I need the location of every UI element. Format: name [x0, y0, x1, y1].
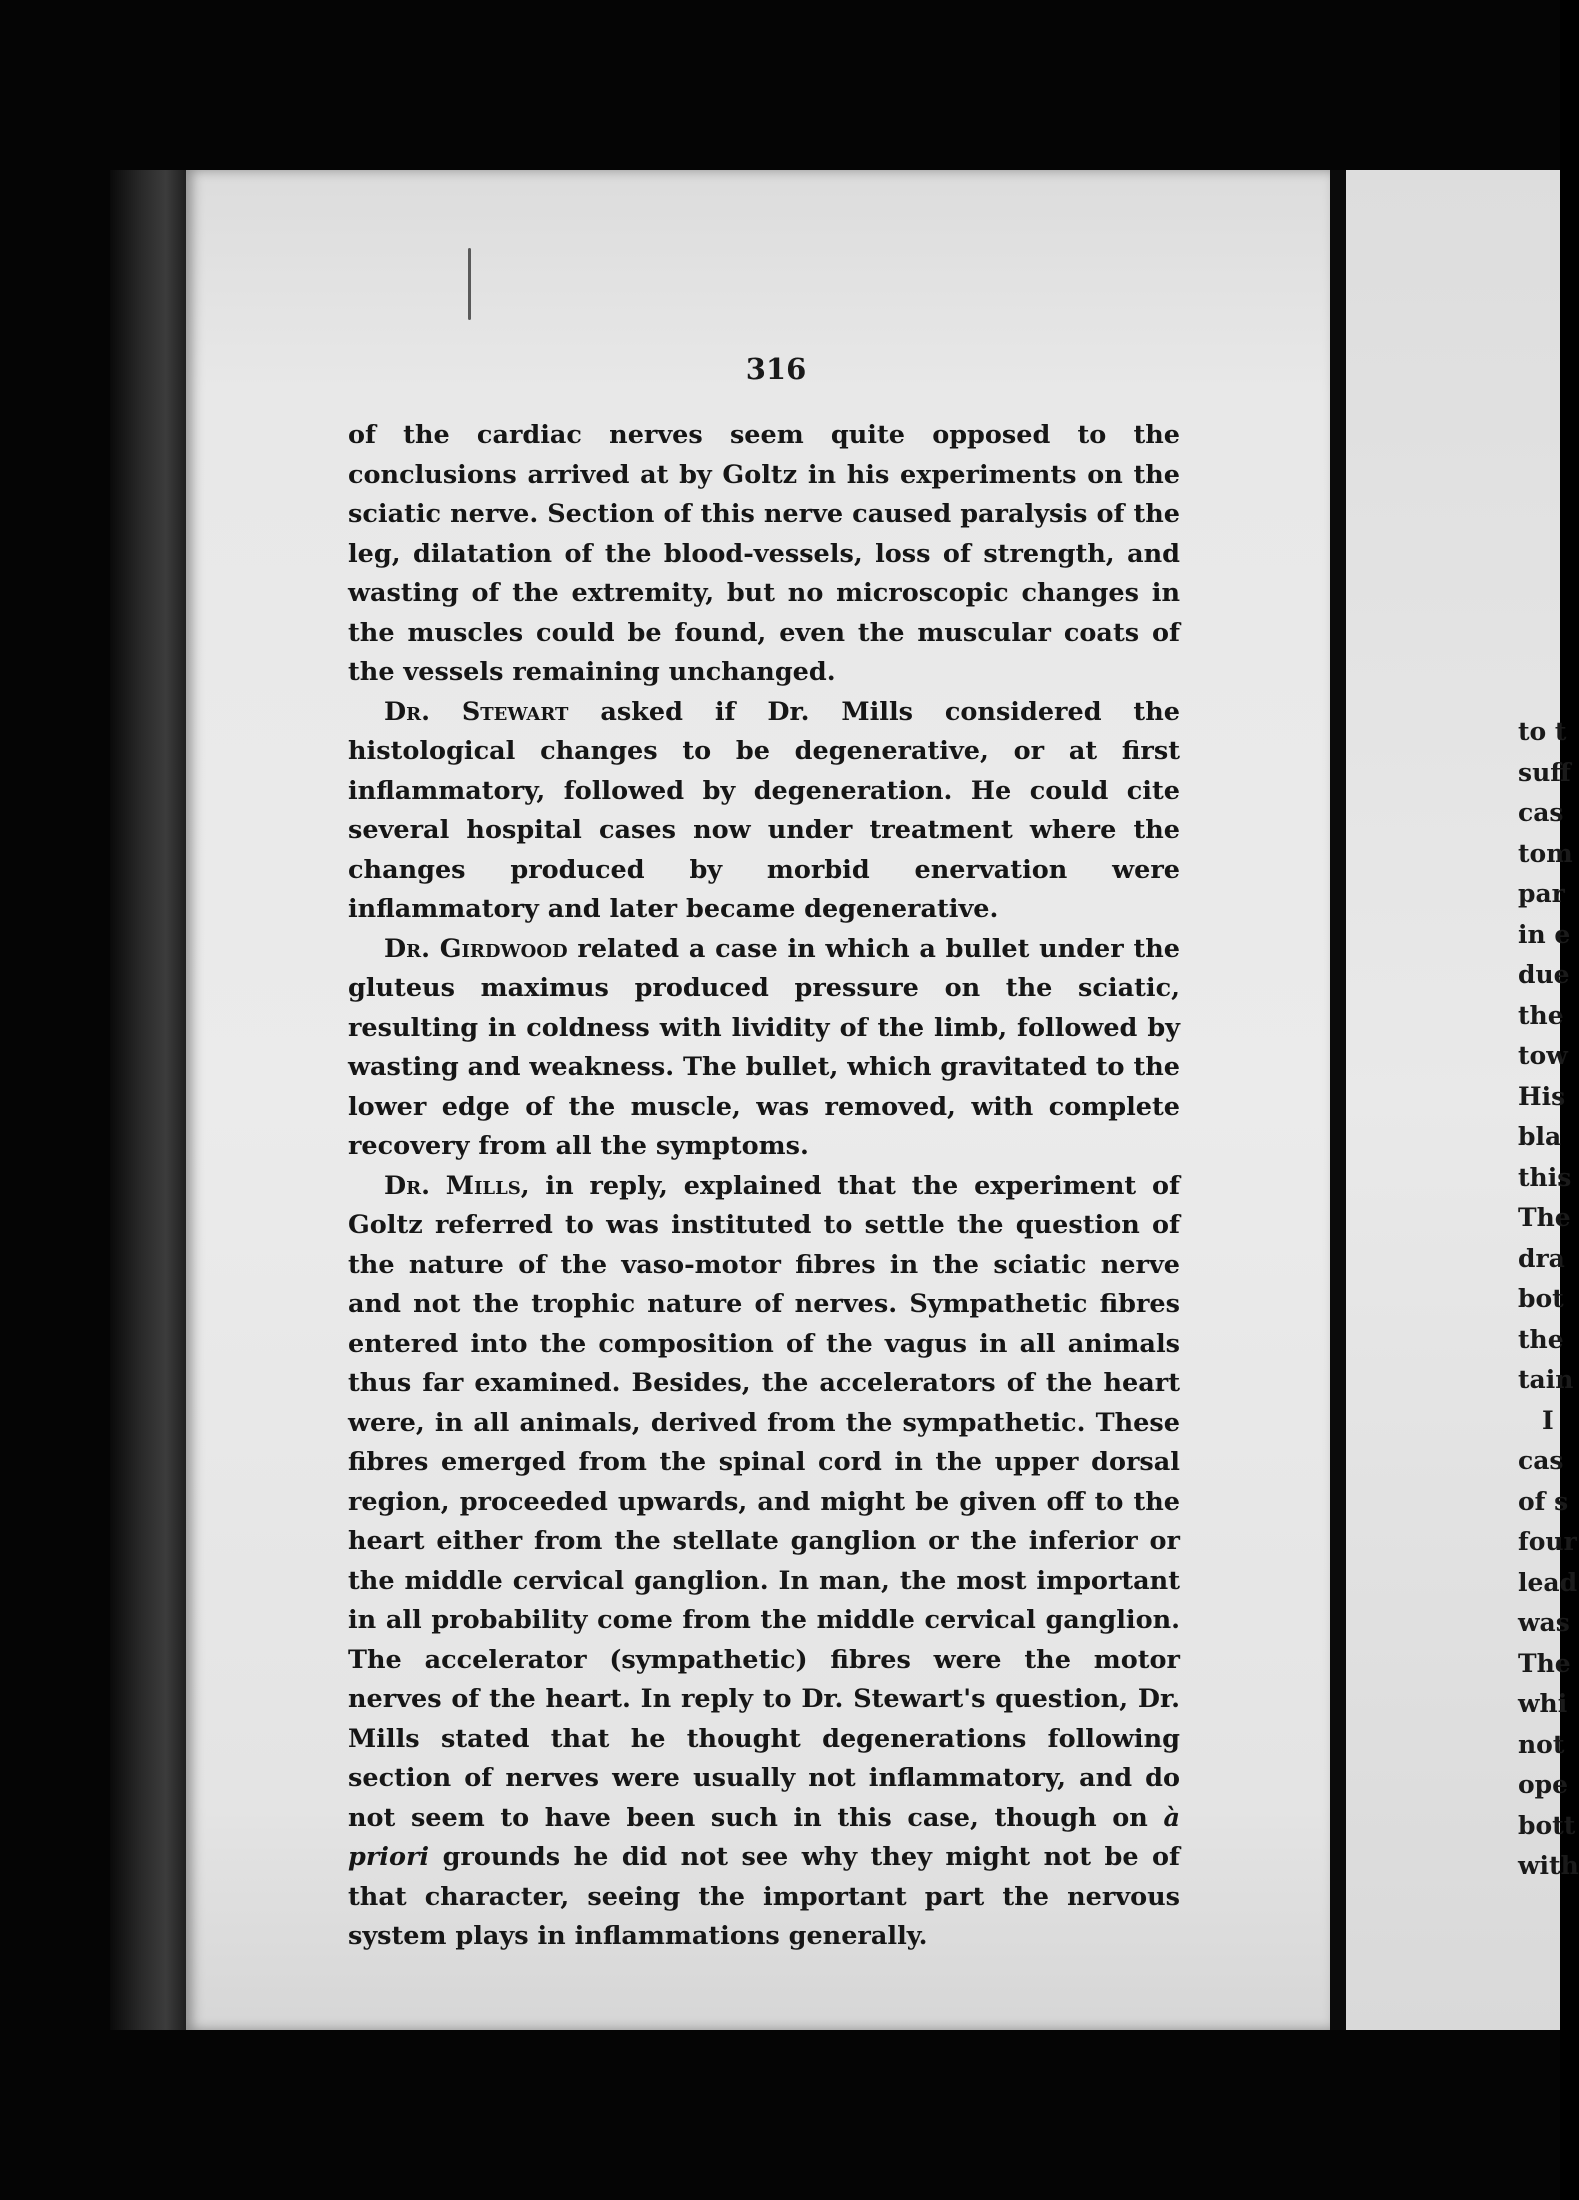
page-number: 316	[745, 352, 807, 386]
paragraph-stewart	[348, 693, 1180, 930]
fragment: was	[1518, 1608, 1570, 1637]
fragment: to t	[1518, 717, 1567, 746]
paragraph-text: , in reply, explained that the experiment of Goltz referred to was instituted to settle the question of the nature of the vaso-motor fibres in the sciatic nerve and not the trophic nature of nerves. Sympathetic fibres entered into the composition of the vagus in all animals thus far examined. Besides, the accelerators of the heart were, in all animals, derived from the sympathetic. These fibres emerged from the spinal cord in the upper dorsal region, proceeded upwards, and might be given off to the heart either from the stellate ganglion or the inferior or the middle cervical ganglion. In man, the most important in all probability come from the middle cervical ganglion. The accelerator (sympathetic) fibres were the motor nerves of the heart. In reply to Dr. Stewart's question, Dr. Mills stated that he thought degenerations following section of nerves were usually not inflammatory, and do not seem to have been such in this case, though on	[348, 1170, 1180, 1833]
page-body	[348, 416, 1180, 1957]
fragment: of s	[1518, 1486, 1569, 1516]
fragment: tow	[1518, 1041, 1568, 1070]
paragraph-mills	[348, 1167, 1180, 1957]
fragment: due	[1518, 960, 1570, 989]
paragraph-continuation: of the cardiac nerves seem quite opposed to the conclusions arrived at by Goltz in his experiments on the sciatic nerve. Section of this nerve caused paralysis of the leg, dilatation of the blood-vessels, loss of strength, and wasting of the extremity, but no microscopic changes in the muscles could be found, even the muscular coats of the vessels remaining unchanged.	[348, 420, 1180, 687]
book-spine-edge	[110, 170, 190, 2030]
fragment: this	[1518, 1162, 1572, 1192]
speaker-name: Dr. Stewart	[384, 696, 569, 727]
speaker-name: Dr. Mills	[384, 1170, 521, 1201]
fragment: four	[1518, 1527, 1577, 1556]
italic-phrase: à priori	[348, 1802, 1180, 1872]
fragment: the	[1518, 1324, 1564, 1354]
fragment: tom	[1518, 838, 1573, 868]
fragment: bot	[1518, 1284, 1564, 1313]
fragment: tain	[1518, 1365, 1574, 1394]
fragment: in e	[1518, 919, 1571, 949]
paragraph-text: grounds he did not see why they might not be of that character, seeing the important part the nervous system plays in inflammations generally.	[348, 1842, 1180, 1951]
fragment: with	[1518, 1851, 1579, 1880]
fragment: cas	[1518, 1446, 1564, 1475]
fragment: bott	[1518, 1810, 1576, 1840]
fragment: ope	[1518, 1770, 1569, 1799]
fragment: lead	[1518, 1567, 1578, 1597]
fragment: The	[1518, 1203, 1571, 1232]
fragment: dra	[1518, 1243, 1565, 1273]
paragraph-text: asked if Dr. Mills considered the histological changes to be degenerative, or at first inflammatory, followed by degeneration. He could cite several hospital cases now under treatment where the changes produced by morbid enervation were inflammatory and later became degenerative.	[348, 696, 1180, 924]
fragment: His	[1518, 1081, 1566, 1111]
facing-page-fragments	[1518, 712, 1579, 1887]
fragment: I	[1542, 1405, 1554, 1435]
fragment: cas	[1518, 798, 1564, 827]
fragment: The	[1518, 1648, 1571, 1678]
ink-mark	[468, 248, 471, 320]
speaker-name: Dr. Girdwood	[384, 933, 568, 964]
fragment: whi	[1518, 1689, 1568, 1718]
paragraph-text: related a case in which a bullet under the gluteus maximus produced pressure on the sciatic, resulting in coldness with lividity of the limb, followed by wasting and weakness. The bullet, which gravitated to the lower edge of the muscle, was removed, with complete recovery from all the symptoms.	[348, 933, 1180, 1161]
fragment: bla	[1518, 1122, 1562, 1151]
page-gutter	[1330, 170, 1346, 2030]
fragment: not	[1518, 1729, 1565, 1759]
fragment: suff	[1518, 757, 1571, 787]
fragment: par	[1518, 879, 1565, 908]
paragraph-girdwood	[348, 930, 1180, 1167]
fragment: the	[1518, 1000, 1564, 1030]
